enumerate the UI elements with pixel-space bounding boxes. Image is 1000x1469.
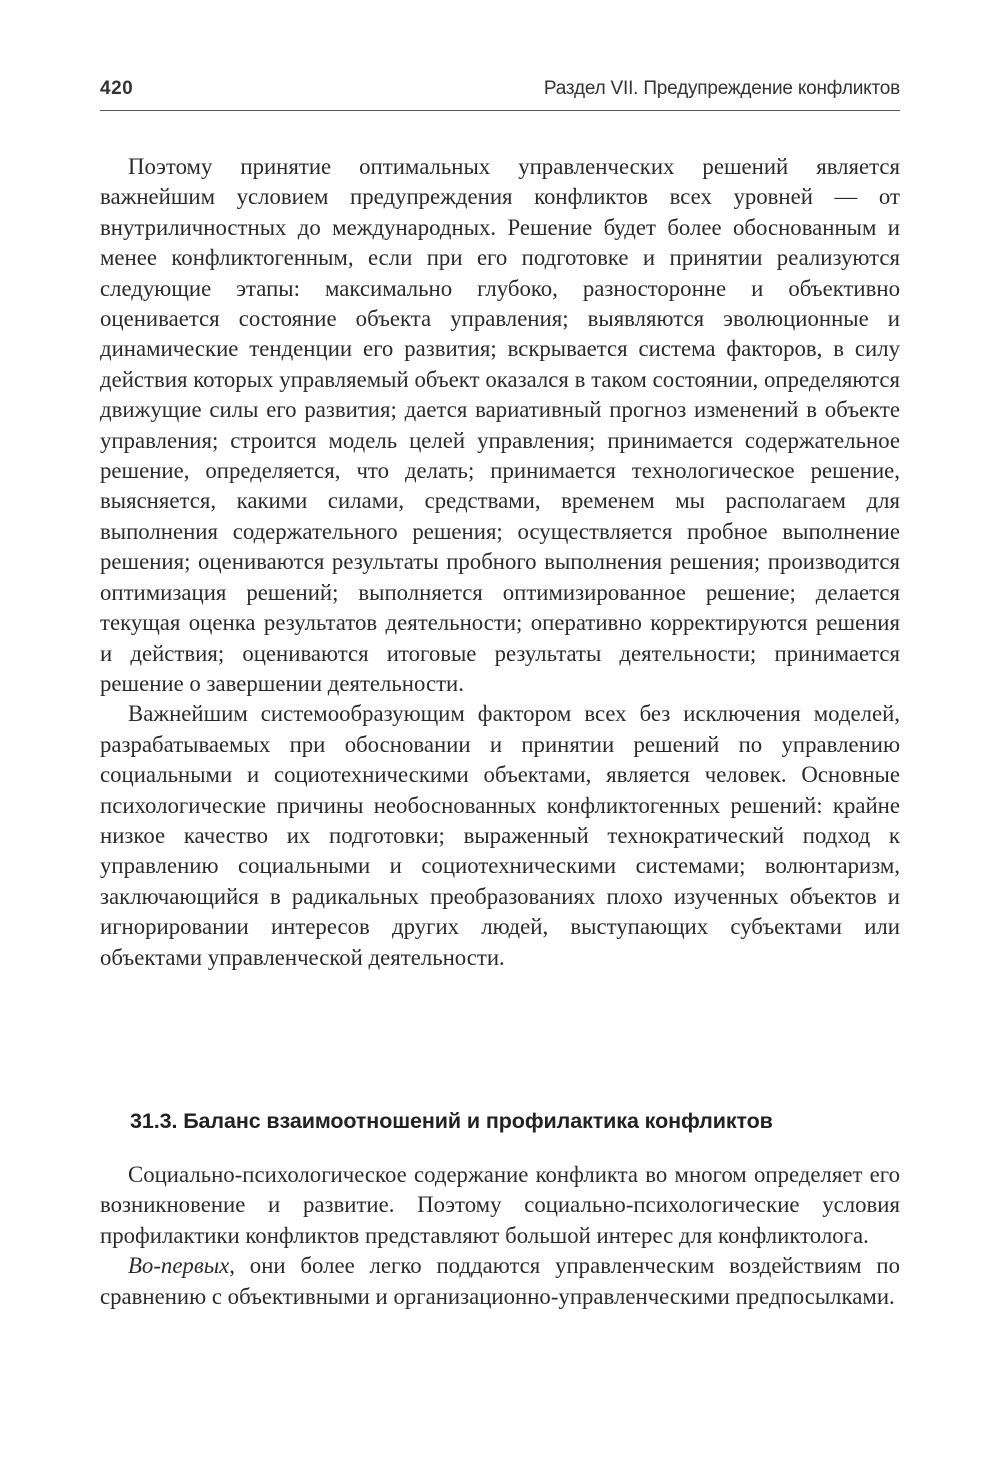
section-heading: 31.3. Баланс взаимоотношений и профилактика конфликтов [130,1109,773,1133]
paragraph-rest: , они более легко поддаются управленческим воздействиям по сравнению с объективными и организационно-управленческими предпосылками. [100,1253,900,1309]
running-title: Раздел VII. Предупреждение конфликтов [543,78,900,99]
paragraph [100,1251,900,1312]
page-number: 420 [100,78,134,99]
section-text [100,1160,900,1312]
paragraph: Социально-психологическое содержание конфликта во многом определяет его возникновение и развитие. Поэтому социально-психологические условия профилактики конфликтов представляют большой интерес для конфликтолога. [100,1162,900,1248]
main-text [100,152,900,973]
emphasis: Во-первых [128,1253,230,1279]
running-header [100,78,900,106]
paragraph: Поэтому принятие оптимальных управленческих решений является важнейшим условием предупреждения конфликтов всех уровней — от внутриличностных до международных. Решение будет более обоснованным и менее конфликтогенным, если при его подготовке и принятии реализуются следующие этапы: максимально глубоко, разносторонне и объективно оценивается состояние объекта управления; выявляются эволюционные и динамические тенденции его развития; вскрывается система факторов, в силу действия которых управляемый объект оказался в таком состоянии, определяются движущие силы его развития; дается вариативный прогноз изменений в объекте управления; строится модель целей управления; принимается содержательное решение, определяется, что делать; принимается технологическое решение, выясняется, какими силами, средствами, временем мы располагаем для выполнения содержательного решения; осуществляется пробное выполнение решения; оцениваются результаты пробного выполнения решения; производится оптимизация решений; выполняется оптимизированное решение; делается текущая оценка результатов деятельности; оперативно корректируются решения и действия; оцениваются итоговые результаты деятельности; принимается решение о завершении деятельности. [100,154,900,696]
header-divider [100,110,900,111]
book-page [100,0,900,1469]
paragraph: Важнейшим системообразующим фактором всех без исключения моделей, разрабатываемых при обосновании и принятии решений по управлению социальными и социотехническими объектами, является человек. Основные психологические причины необоснованных конфликтогенных решений: крайне низкое качество их подготовки; выраженный технократический подход к управлению социальными и социотехническими системами; волюнтаризм, заключающийся в радикальных преобразованиях плохо изученных объектов и игнорировании интересов других людей, выступающих субъектами или объектами управленческой деятельности. [100,701,900,970]
